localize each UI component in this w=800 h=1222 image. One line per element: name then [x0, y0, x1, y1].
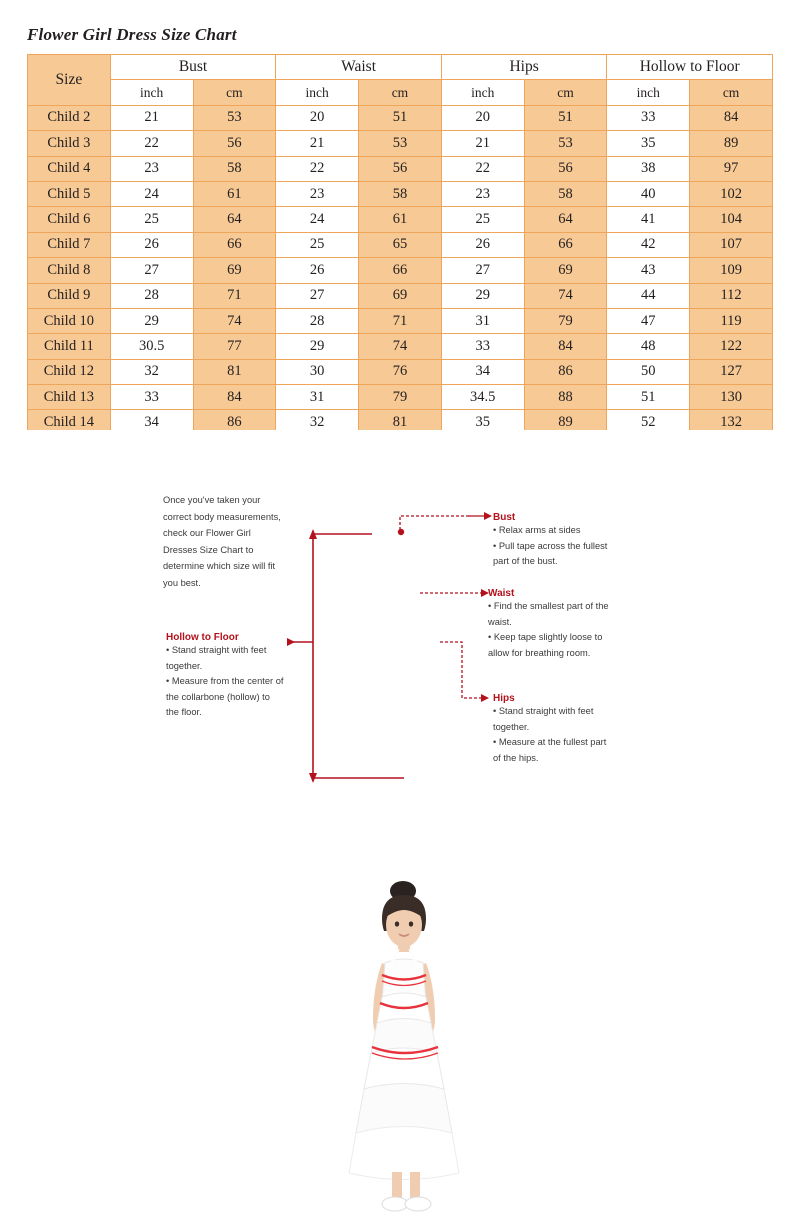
cell-waist-inch: 25 — [276, 232, 359, 257]
cell-waist-cm: 81 — [359, 410, 442, 435]
cell-hips-cm: 53 — [524, 131, 607, 156]
table-row — [28, 131, 773, 156]
cell-waist-cm: 74 — [359, 334, 442, 359]
table-row — [28, 105, 773, 130]
cell-hollow-inch: 47 — [607, 308, 690, 333]
row-label: Child 10 — [28, 308, 111, 333]
cell-hips-inch: 26 — [441, 232, 524, 257]
callout-hollow-body — [166, 643, 326, 721]
cell-waist-cm: 61 — [359, 207, 442, 232]
row-label: Child 13 — [28, 385, 111, 410]
cell-bust-cm: 61 — [193, 181, 276, 206]
cell-bust-cm: 56 — [193, 131, 276, 156]
cell-waist-cm: 76 — [359, 359, 442, 384]
callout-bust-line: part of the bust. — [493, 556, 558, 566]
unit-header-waist-cm: cm — [359, 80, 442, 105]
cell-hips-inch: 25 — [441, 207, 524, 232]
callout-hollow-line: the collarbone (hollow) to — [166, 691, 270, 702]
cell-hips-inch: 29 — [441, 283, 524, 308]
cell-hollow-cm: 112 — [690, 283, 773, 308]
cell-hollow-cm: 119 — [690, 308, 773, 333]
callout-hollow-to-floor — [166, 632, 326, 721]
cell-waist-inch: 29 — [276, 334, 359, 359]
table-body — [28, 105, 773, 435]
cell-hollow-cm: 97 — [690, 156, 773, 181]
row-label: Child 11 — [28, 334, 111, 359]
callout-waist-title: Waist — [488, 588, 515, 599]
cell-bust-cm: 84 — [193, 385, 276, 410]
cell-waist-inch: 26 — [276, 258, 359, 283]
cell-waist-inch: 24 — [276, 207, 359, 232]
cell-hollow-cm: 122 — [690, 334, 773, 359]
column-group-hollow-to-floor: Hollow to Floor — [607, 55, 773, 80]
row-label: Child 8 — [28, 258, 111, 283]
table-group-header-row — [28, 55, 773, 80]
cell-hips-inch: 33 — [441, 334, 524, 359]
cell-bust-cm: 86 — [193, 410, 276, 435]
cell-bust-inch: 27 — [110, 258, 193, 283]
callout-waist-body — [488, 599, 663, 661]
cell-waist-inch: 23 — [276, 181, 359, 206]
cell-hips-cm: 86 — [524, 359, 607, 384]
cell-bust-cm: 64 — [193, 207, 276, 232]
unit-header-hollow-cm: cm — [690, 80, 773, 105]
column-header-size: Size — [28, 55, 111, 106]
cell-hollow-cm: 109 — [690, 258, 773, 283]
cell-hollow-cm: 84 — [690, 105, 773, 130]
callout-hollow-line: • Stand straight with feet — [166, 645, 267, 655]
row-label: Child 3 — [28, 131, 111, 156]
cell-waist-cm: 58 — [359, 181, 442, 206]
callout-waist-line: waist. — [488, 616, 512, 627]
callout-hips — [493, 693, 663, 766]
cell-hips-inch: 27 — [441, 258, 524, 283]
unit-header-bust-inch: inch — [110, 80, 193, 105]
table-row — [28, 258, 773, 283]
cell-bust-inch: 25 — [110, 207, 193, 232]
cell-waist-cm: 53 — [359, 131, 442, 156]
callout-waist — [488, 588, 663, 661]
table-row — [28, 385, 773, 410]
cell-hollow-cm: 89 — [690, 131, 773, 156]
cell-hollow-cm: 132 — [690, 410, 773, 435]
cell-bust-cm: 66 — [193, 232, 276, 257]
unit-header-hollow-inch: inch — [607, 80, 690, 105]
unit-header-waist-inch: inch — [276, 80, 359, 105]
cell-hollow-inch: 50 — [607, 359, 690, 384]
row-label: Child 5 — [28, 181, 111, 206]
cell-hollow-inch: 38 — [607, 156, 690, 181]
cell-waist-cm: 69 — [359, 283, 442, 308]
cell-hips-inch: 34.5 — [441, 385, 524, 410]
cell-hips-cm: 89 — [524, 410, 607, 435]
cell-waist-inch: 32 — [276, 410, 359, 435]
cell-hollow-inch: 41 — [607, 207, 690, 232]
callout-bust-line: • Pull tape across the fullest — [493, 540, 608, 551]
cell-hips-inch: 23 — [441, 181, 524, 206]
cell-hips-cm: 51 — [524, 105, 607, 130]
callout-hips-title: Hips — [493, 693, 515, 704]
callout-bust-line: • Relax arms at sides — [493, 525, 581, 535]
table-row — [28, 232, 773, 257]
cell-hips-inch: 31 — [441, 308, 524, 333]
cell-hips-cm: 74 — [524, 283, 607, 308]
girl-illustration — [330, 877, 480, 1217]
cell-bust-cm: 74 — [193, 308, 276, 333]
cell-hips-inch: 20 — [441, 105, 524, 130]
cell-hips-cm: 88 — [524, 385, 607, 410]
callout-hollow-line: • Measure from the center of — [166, 676, 284, 686]
cell-hollow-cm: 107 — [690, 232, 773, 257]
cell-hollow-inch: 42 — [607, 232, 690, 257]
cell-bust-inch: 29 — [110, 308, 193, 333]
cell-hollow-cm: 130 — [690, 385, 773, 410]
cell-bust-inch: 22 — [110, 131, 193, 156]
cell-waist-cm: 66 — [359, 258, 442, 283]
page-title: Flower Girl Dress Size Chart — [27, 25, 237, 44]
cell-waist-inch: 31 — [276, 385, 359, 410]
callout-hips-body — [493, 704, 663, 766]
callout-waist-line: allow for breathing room. — [488, 647, 591, 658]
cell-bust-cm: 69 — [193, 258, 276, 283]
table-unit-header-row — [28, 80, 773, 105]
cell-bust-inch: 28 — [110, 283, 193, 308]
cell-hollow-inch: 43 — [607, 258, 690, 283]
row-label: Child 2 — [28, 105, 111, 130]
table-row — [28, 359, 773, 384]
callout-hips-line: together. — [493, 721, 530, 732]
cell-bust-inch: 33 — [110, 385, 193, 410]
cell-hollow-cm: 102 — [690, 181, 773, 206]
cell-hips-cm: 69 — [524, 258, 607, 283]
unit-header-hips-cm: cm — [524, 80, 607, 105]
cell-bust-cm: 77 — [193, 334, 276, 359]
callout-bust-title: Bust — [493, 512, 516, 523]
size-chart-table — [27, 54, 773, 436]
cell-waist-cm: 65 — [359, 232, 442, 257]
cell-waist-cm: 71 — [359, 308, 442, 333]
cell-bust-inch: 32 — [110, 359, 193, 384]
table-row — [28, 156, 773, 181]
cell-waist-cm: 51 — [359, 105, 442, 130]
cell-hips-inch: 21 — [441, 131, 524, 156]
cell-waist-inch: 30 — [276, 359, 359, 384]
cell-waist-inch: 27 — [276, 283, 359, 308]
column-group-waist: Waist — [276, 55, 442, 80]
cell-hips-inch: 35 — [441, 410, 524, 435]
cell-bust-cm: 71 — [193, 283, 276, 308]
row-label: Child 4 — [28, 156, 111, 181]
table-row — [28, 181, 773, 206]
callout-hips-line: of the hips. — [493, 752, 539, 763]
table-row — [28, 283, 773, 308]
cell-bust-inch: 34 — [110, 410, 193, 435]
cell-bust-inch: 21 — [110, 105, 193, 130]
hollow-point-marker — [395, 526, 415, 546]
cell-hollow-inch: 48 — [607, 334, 690, 359]
intro-note: Once you've taken your correct body measurements, check our Flower Girl Dresses Size Chart to determine which size will fit you best. — [163, 495, 281, 588]
cell-hollow-inch: 44 — [607, 283, 690, 308]
callout-hollow-title: Hollow to Floor — [166, 632, 239, 643]
cell-hollow-cm: 104 — [690, 207, 773, 232]
callout-hollow-line: together. — [166, 660, 203, 671]
cell-bust-cm: 58 — [193, 156, 276, 181]
cell-hollow-inch: 35 — [607, 131, 690, 156]
cell-hips-cm: 56 — [524, 156, 607, 181]
cell-hollow-inch: 51 — [607, 385, 690, 410]
cell-bust-cm: 53 — [193, 105, 276, 130]
cell-hips-cm: 64 — [524, 207, 607, 232]
cell-hips-cm: 58 — [524, 181, 607, 206]
cell-hips-inch: 34 — [441, 359, 524, 384]
cell-waist-inch: 28 — [276, 308, 359, 333]
unit-header-bust-cm: cm — [193, 80, 276, 105]
cell-bust-inch: 26 — [110, 232, 193, 257]
row-label: Child 6 — [28, 207, 111, 232]
callout-hips-line: • Stand straight with feet — [493, 706, 594, 716]
row-label: Child 9 — [28, 283, 111, 308]
callout-bust — [493, 512, 663, 570]
cell-waist-inch: 20 — [276, 105, 359, 130]
row-label: Child 14 — [28, 410, 111, 435]
cell-waist-inch: 21 — [276, 131, 359, 156]
callout-waist-line: • Keep tape slightly loose to — [488, 632, 603, 642]
cell-hips-inch: 22 — [441, 156, 524, 181]
row-label: Child 7 — [28, 232, 111, 257]
column-group-hips: Hips — [441, 55, 607, 80]
cell-waist-cm: 79 — [359, 385, 442, 410]
cell-bust-inch: 30.5 — [110, 334, 193, 359]
table-row — [28, 207, 773, 232]
diagram-leader-lines — [0, 430, 800, 800]
cell-hollow-inch: 52 — [607, 410, 690, 435]
cell-hips-cm: 84 — [524, 334, 607, 359]
cell-bust-inch: 23 — [110, 156, 193, 181]
cell-waist-cm: 56 — [359, 156, 442, 181]
cell-hips-cm: 66 — [524, 232, 607, 257]
callout-waist-line: • Find the smallest part of the — [488, 601, 609, 611]
cell-waist-inch: 22 — [276, 156, 359, 181]
table-row — [28, 308, 773, 333]
cell-hollow-inch: 40 — [607, 181, 690, 206]
column-group-bust: Bust — [110, 55, 276, 80]
cell-hollow-inch: 33 — [607, 105, 690, 130]
callout-hollow-line: the floor. — [166, 707, 202, 717]
table-row — [28, 334, 773, 359]
row-label: Child 12 — [28, 359, 111, 384]
unit-header-hips-inch: inch — [441, 80, 524, 105]
cell-hips-cm: 79 — [524, 308, 607, 333]
measurement-diagram — [0, 430, 800, 800]
cell-bust-cm: 81 — [193, 359, 276, 384]
callout-hips-line: • Measure at the fullest part — [493, 737, 607, 747]
cell-bust-inch: 24 — [110, 181, 193, 206]
cell-hollow-cm: 127 — [690, 359, 773, 384]
callout-bust-body — [493, 523, 663, 570]
